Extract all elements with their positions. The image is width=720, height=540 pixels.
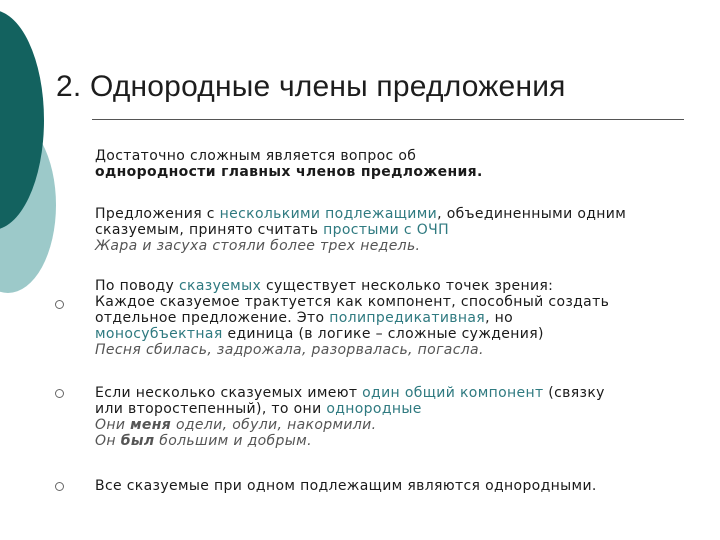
highlight-term: простыми с ОЧП xyxy=(323,222,449,238)
paragraph-subjects xyxy=(95,206,626,254)
subjects-line-2 xyxy=(95,222,626,238)
text-span: (связку xyxy=(543,385,605,401)
highlight-term: сказуемых xyxy=(179,278,262,294)
bullet-icon xyxy=(55,300,64,309)
decorative-circles xyxy=(0,0,70,300)
predicates-line-4 xyxy=(95,326,609,342)
text-span: одели, обули, накормили. xyxy=(171,417,377,433)
paragraph-common-component xyxy=(95,385,605,449)
paragraph-predicates xyxy=(95,278,609,358)
predicates-line-1 xyxy=(95,278,609,294)
slide-title: 2. Однородные члены предложения xyxy=(56,70,566,103)
bullet-icon xyxy=(55,389,64,398)
highlight-term: один общий компонент xyxy=(362,385,544,401)
predicates-line-3 xyxy=(95,310,609,326)
text-span: Они xyxy=(95,417,131,433)
highlight-term: моносубъектная xyxy=(95,326,223,342)
paragraph-intro xyxy=(95,148,483,180)
common-line-2 xyxy=(95,401,605,417)
text-span: По поводу xyxy=(95,278,179,294)
text-span: Он xyxy=(95,433,121,449)
subjects-line-1 xyxy=(95,206,626,222)
text-span: , но xyxy=(485,310,514,326)
common-example-1 xyxy=(95,417,605,433)
conclusion-line: Все сказуемые при одном подлежащим являются однородными. xyxy=(95,478,597,494)
highlight-term: несколькими подлежащими xyxy=(219,206,438,222)
intro-line-2: однородности главных членов предложения. xyxy=(95,164,483,180)
highlight-term: полипредикативная xyxy=(329,310,486,326)
common-line-1 xyxy=(95,385,605,401)
paragraph-conclusion xyxy=(95,478,597,494)
text-span: единица (в логике – сложные суждения) xyxy=(222,326,544,342)
text-span: сказуемым, принято считать xyxy=(95,222,324,238)
predicates-example: Песня сбилась, задрожала, разорвалась, погасла. xyxy=(95,342,484,358)
title-divider xyxy=(92,119,684,120)
text-span: , объединенными одним xyxy=(437,206,627,222)
text-span: существует несколько точек зрения: xyxy=(261,278,554,294)
intro-line-1: Достаточно сложным является вопрос об xyxy=(95,148,417,164)
bold-word: был xyxy=(120,433,155,449)
text-span: Предложения с xyxy=(95,206,220,222)
text-span: большим и добрым. xyxy=(154,433,312,449)
bold-word: меня xyxy=(130,417,172,433)
text-span: или второстепенный), то они xyxy=(95,401,327,417)
common-example-2 xyxy=(95,433,605,449)
text-span: Если несколько сказуемых имеют xyxy=(95,385,363,401)
subjects-example: Жара и засуха стояли более трех недель. xyxy=(95,238,421,254)
predicates-line-2: Каждое сказуемое трактуется как компонент, способный создать xyxy=(95,294,610,310)
bullet-icon xyxy=(55,482,64,491)
highlight-term: однородные xyxy=(326,401,422,417)
text-span: отдельное предложение. Это xyxy=(95,310,330,326)
